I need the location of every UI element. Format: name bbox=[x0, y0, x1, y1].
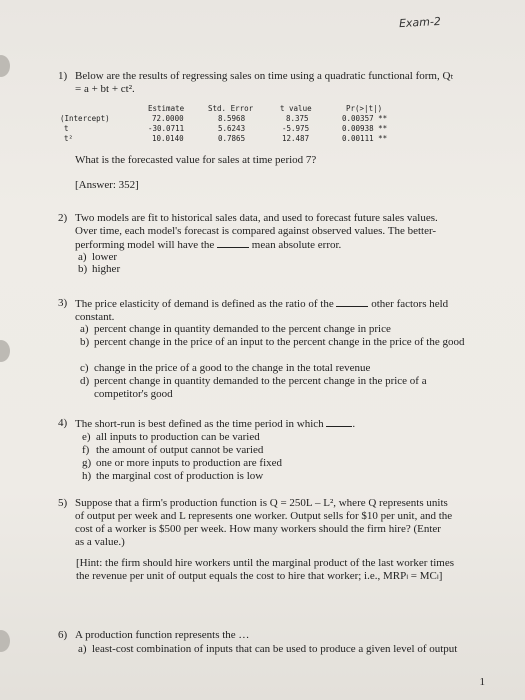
table-header: Estimate bbox=[148, 104, 185, 113]
question-text: The short-run is best defined as the time period in which . bbox=[75, 418, 356, 430]
table-cell: -5.975 bbox=[282, 124, 310, 133]
table-row-label: t bbox=[64, 124, 69, 133]
question-line: constant. bbox=[75, 311, 115, 323]
regression-table bbox=[60, 104, 440, 148]
table-cell: -30.0711 bbox=[148, 124, 185, 133]
question-line: The price elasticity of demand is defined as the ratio of the other factors held bbox=[75, 298, 449, 310]
table-cell: 0.00938 ** bbox=[342, 124, 388, 133]
question-text bbox=[75, 297, 488, 324]
question-line: Over time, each model's forecast is compared against observed values. The better- bbox=[75, 225, 437, 237]
question-text bbox=[75, 497, 488, 549]
question-number: 6) bbox=[58, 629, 68, 641]
punch-hole bbox=[0, 340, 10, 362]
question-5 bbox=[58, 497, 488, 553]
hint-text: [Hint: the firm should hire workers until the marginal product of the last worker times the revenue per unit of output equals the cost to hire that worker; i.e., MRPₗ = MCₗ] bbox=[76, 557, 454, 582]
table-cell: 8.375 bbox=[286, 114, 309, 123]
question-1-prompt: What is the forecasted value for sales at time period 7? bbox=[75, 154, 317, 166]
table-cell: 72.0000 bbox=[152, 114, 184, 123]
table-row-label: (Intercept) bbox=[60, 114, 110, 123]
question-number: 1) bbox=[58, 70, 68, 82]
table-header: Pr(>|t|) bbox=[346, 104, 383, 113]
table-header: t value bbox=[280, 104, 312, 113]
question-line: = a + bt + ct². bbox=[75, 83, 135, 95]
table-row-label: t² bbox=[64, 134, 74, 143]
question-text: A production function represents the … bbox=[75, 629, 250, 641]
question-line: performing model will have the mean absolute error. bbox=[75, 239, 342, 251]
question-text bbox=[75, 212, 483, 252]
question-number: 4) bbox=[58, 417, 68, 429]
answer-blank bbox=[336, 297, 368, 307]
question-3 bbox=[58, 297, 488, 325]
question-line: Two models are fit to historical sales data, and used to forecast future sales values. bbox=[75, 212, 438, 224]
question-line: as a value.) bbox=[75, 536, 125, 548]
table-cell: 12.487 bbox=[282, 134, 310, 143]
question-line: cost of a worker is $500 per week. How many workers should the firm hire? (Enter bbox=[75, 523, 441, 535]
punch-hole bbox=[0, 630, 10, 652]
table-header: Std. Error bbox=[208, 104, 254, 113]
question-number: 3) bbox=[58, 297, 68, 309]
question-line: Below are the results of regressing sales on time using a quadratic functional form, Qₜ bbox=[75, 70, 454, 82]
question-line: Suppose that a firm's production function is Q = 250L – L², where Q represents units bbox=[75, 497, 448, 509]
table-cell: 0.7865 bbox=[218, 134, 246, 143]
question-number: 2) bbox=[58, 212, 68, 224]
question-2 bbox=[58, 212, 483, 252]
question-line: of output per week and L represents one worker. Output sells for $10 per unit, and the bbox=[75, 510, 453, 522]
page-number: 1 bbox=[479, 676, 485, 688]
punch-hole bbox=[0, 55, 10, 77]
exam-page: Exam-2 1) Below are the results of regressing sales on time using a quadratic functional form, Qₜ = a + bt + ct². Estimate Std. Error t value Pr(>|t|) (Intercept) 72.0000 8.5968 8.375 0.00357 ** t -30.0711 5.6243 -5.975 0.00938 ** t² 10.0140 0.7865 12.487 0.00111 ** What is the forecasted value for sales at time period 7? [Answer: 352] 2) Two models are fit to historical sales data, and used to forecast future sales values. Over time, each model's forecast is compared against observed values. The better- performing model will have the mean absolute error. a) lower b) higher 3) The price elasticity of demand is defined as the ratio of the other factors held constant. a) percent change in quantity demanded to the percent change in price b) percent change in the price of an input to the percent change in the price of the good c) change in the price of a good to the change in the total revenue d) percent change in quantity demanded to the percent change in the price of a competitor's good 4) The short-run is best defined as the time period in which . e) all inputs to production can be varied f) the amount of output cannot be varied g) one or more inputs to production are fixed h) the marginal cost of production is low 5) Suppose that a firm's production function is Q = 250L – L², where Q represents units of output per week and L represents one worker. Output sells for $10 per unit, and the cost of a worker is $500 per week. How many workers should the firm hire? (Enter as a value.) [Hint: the firm should hire workers until the marginal product of the last worker times the revenue per unit of output equals the cost to hire that worker; i.e., MRPₗ = MCₗ] 6) A production function represents the … a) least-cost combination of inputs that can be used to produce a given level of output 1 bbox=[0, 0, 525, 700]
answer-blank bbox=[217, 238, 249, 248]
handwritten-header: Exam-2 bbox=[398, 14, 442, 31]
table-cell: 0.00111 ** bbox=[342, 134, 388, 143]
answer-text: [Answer: 352] bbox=[75, 179, 139, 191]
table-cell: 8.5968 bbox=[218, 114, 246, 123]
table-cell: 0.00357 ** bbox=[342, 114, 388, 123]
binder-holes bbox=[0, 0, 30, 700]
answer-blank bbox=[326, 417, 352, 427]
table-cell: 5.6243 bbox=[218, 124, 246, 133]
question-number: 5) bbox=[58, 497, 68, 509]
question-text bbox=[75, 70, 478, 96]
table-cell: 10.0140 bbox=[152, 134, 184, 143]
